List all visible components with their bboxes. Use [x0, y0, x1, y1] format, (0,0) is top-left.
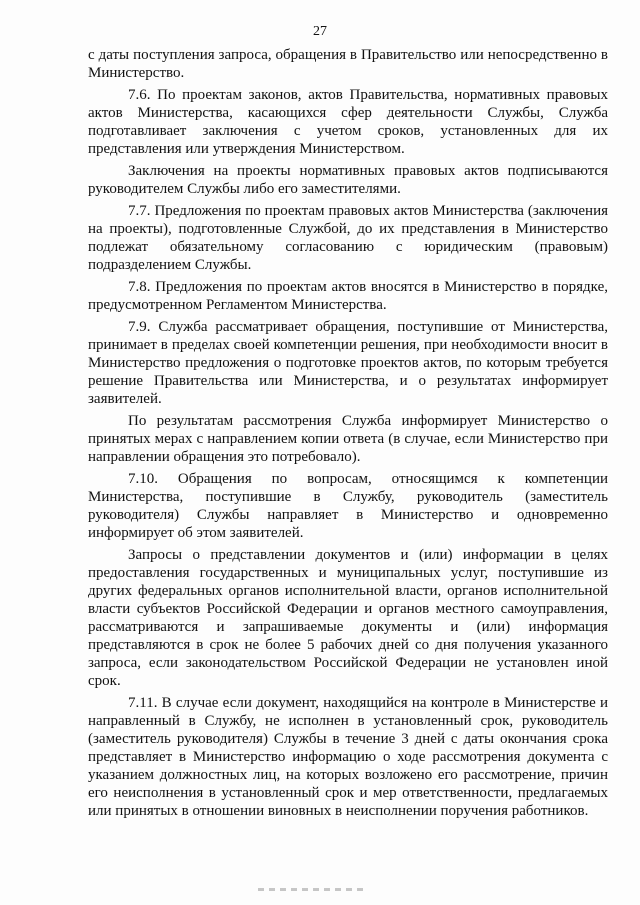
paragraph-7-8: 7.8. Предложения по проектам актов вносятся в Министерство в порядке, предусмотренном Регламентом Министерства.	[88, 279, 608, 313]
paragraph-7-11: 7.11. В случае если документ, находящийся на контроле в Министерстве и направленный в Службу, не исполнен в установленный срок, руководитель (заместитель руководителя) Службы в течение 3 дней с даты окончания срока представляет в Министерство информацию о ходе рассмотрения документа с указанием должностных лиц, на которых возложено его рассмотрение, причин его неисполнения в установленный срок и мер ответственности, предлагаемых или принятых в отношении виновных в неисполнении поручения работников.	[88, 695, 608, 819]
paragraph-conclusions-signing: Заключения на проекты нормативных правовых актов подписываются руководителем Службы либо его заместителями.	[88, 163, 608, 197]
paragraph-7-10: 7.10. Обращения по вопросам, относящимся к компетенции Министерства, поступившие в Службу, руководитель (заместитель руководителя) Службы направляет в Министерство и одновременно информирует об этом заявителей.	[88, 471, 608, 541]
scan-smudge	[258, 888, 368, 891]
paragraph-7-7: 7.7. Предложения по проектам правовых актов Министерства (заключения на проекты), подготовленные Службой, до их представления в Министерство подлежат обязательному согласованию с юридическим (правовым) подразделением Службы.	[88, 203, 608, 273]
paragraph-7-6: 7.6. По проектам законов, актов Правительства, нормативных правовых актов Министерства, касающихся сфер деятельности Службы, Служба подготавливает заключения с учетом сроков, установленных для их представления или утверждения Министерством.	[88, 87, 608, 157]
paragraph-results-informing: По результатам рассмотрения Служба информирует Министерство о принятых мерах с направлением копии ответа (в случае, если Министерство при направлении обращения это потребовало).	[88, 413, 608, 465]
paragraph-requests: Запросы о представлении документов и (или) информации в целях предоставления государственных и муниципальных услуг, поступившие из других федеральных органов исполнительной власти, органов исполнительной власти субъектов Российской Федерации и органов местного самоуправления, рассматриваются и запрашиваемые документы и (или) информация представляются в срок не более 5 рабочих дней со дня получения указанного запроса, если законодательством Российской Федерации не установлен иной срок.	[88, 547, 608, 689]
document-body	[88, 46, 608, 824]
paragraph-7-9: 7.9. Служба рассматривает обращения, поступившие от Министерства, принимает в пределах своей компетенции решения, при необходимости вносит в Министерство предложения о подготовке проектов актов, по которым требуется решение Правительства или Министерства, и о результатах информирует заявителей.	[88, 319, 608, 407]
paragraph-continuation: с даты поступления запроса, обращения в Правительство или непосредственно в Министерство.	[88, 47, 608, 81]
page-number: 27	[313, 24, 327, 39]
